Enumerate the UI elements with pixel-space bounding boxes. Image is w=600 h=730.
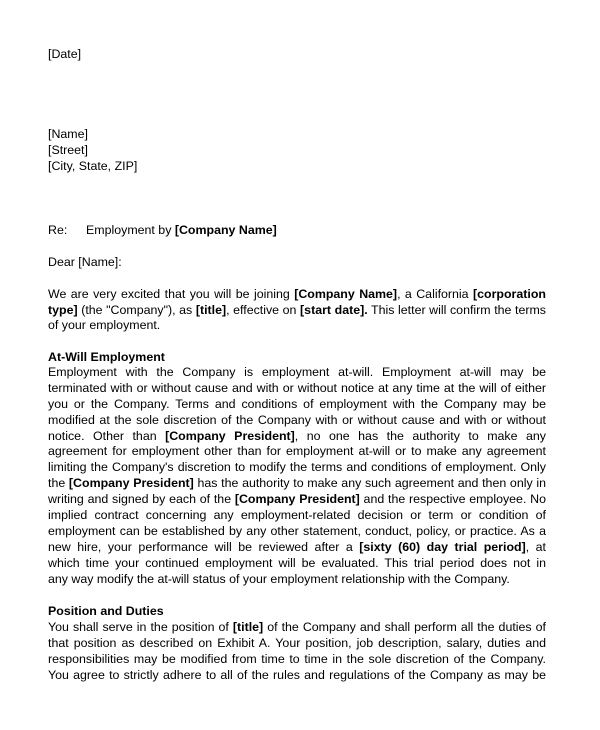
at-will-text: new hire, your performance will be reviewed after a [48, 540, 360, 554]
intro-text: (the "Company"), as [77, 303, 196, 317]
position-title: [title] [232, 620, 264, 634]
at-will-line-1: Employment with the Company is employment at-will. Employment at-will may be [48, 365, 546, 379]
at-will-text: , no one has the authority to make any [294, 429, 546, 443]
at-will-line-12 [48, 540, 546, 556]
position-line-4: You agree to strictly adhere to all of the rules and regulations of the Company as may be [48, 668, 546, 682]
salutation: Dear [Name]: [48, 255, 122, 269]
intro-title: [title] [195, 303, 227, 317]
at-will-line-4: modified at the sole discretion of the Company with or without cause and with or without [48, 413, 546, 427]
at-will-line-6: agreement for employment other than for employment at-will or to make any agreement [48, 444, 546, 458]
at-will-line-13: which time your continued employment will be evaluated. This trial period does not in [48, 556, 546, 570]
at-will-line-3: you or the Company. Terms and conditions of employment with the Company may be [48, 397, 546, 411]
at-will-heading: At-Will Employment [48, 350, 165, 364]
at-will-line-8 [48, 476, 546, 492]
intro-text: , effective on [226, 303, 301, 317]
intro-start-date: [start date]. [300, 303, 368, 317]
intro-line-3: of your employment. [48, 318, 161, 332]
intro-corp: [corporation [473, 287, 546, 301]
at-will-line-5 [48, 429, 546, 445]
at-will-text: the [48, 476, 69, 490]
intro-text: We are very excited that you will be joining [48, 287, 295, 301]
date-line: [Date] [48, 47, 82, 61]
re-company: [Company Name] [174, 223, 277, 237]
position-line-2: that position as described on Exhibit A. Your position, job description, salary, duties and [48, 636, 546, 650]
recipient-name: [Name] [48, 127, 88, 141]
position-text: You shall serve in the position of [48, 620, 233, 634]
at-will-line-9 [48, 492, 546, 508]
at-will-text: and the respective employee. No [359, 492, 546, 506]
re-label: Re: [48, 223, 68, 237]
trial-period: [sixty (60) day trial period] [359, 540, 526, 554]
company-president: [Company President] [68, 476, 194, 490]
at-will-text: has the authority to make any such agreement and then only in [193, 476, 546, 490]
intro-text: This letter will confirm the terms [367, 303, 546, 317]
intro-company: [Company Name] [294, 287, 398, 301]
at-will-text: notice. Other than [48, 429, 166, 443]
intro-line-1 [48, 287, 546, 303]
intro-line-2 [48, 303, 546, 319]
company-president: [Company President] [165, 429, 295, 443]
recipient-city: [City, State, ZIP] [48, 159, 138, 173]
company-president: [Company President] [234, 492, 360, 506]
recipient-street: [Street] [48, 143, 88, 157]
at-will-line-14: any way modify the at-will status of your employment relationship with the Company. [48, 572, 510, 586]
position-line-3: responsibilities may be modified from time to time in the sole discretion of the Company. [48, 652, 546, 666]
position-heading: Position and Duties [48, 604, 164, 618]
at-will-line-7: limiting the Company's discretion to modify the terms and conditions of employment. Only [48, 460, 546, 474]
position-text: of the Company and shall perform all the duties of [263, 620, 546, 634]
intro-corp-type: type] [48, 303, 78, 317]
re-line [48, 223, 277, 239]
position-line-1 [48, 620, 546, 636]
at-will-text: , at [525, 540, 546, 554]
re-text: Employment by [86, 223, 175, 237]
at-will-line-11: employment can be established by any other statement, conduct, policy, or practice. As a [48, 524, 546, 538]
at-will-line-10: implied contract concerning any employment-related decision or term or condition of [48, 508, 546, 522]
at-will-text: writing and signed by each of the [48, 492, 235, 506]
intro-text: , a California [397, 287, 473, 301]
at-will-line-2: terminated with or without cause and with or without notice at any time at the will of either [48, 381, 546, 395]
